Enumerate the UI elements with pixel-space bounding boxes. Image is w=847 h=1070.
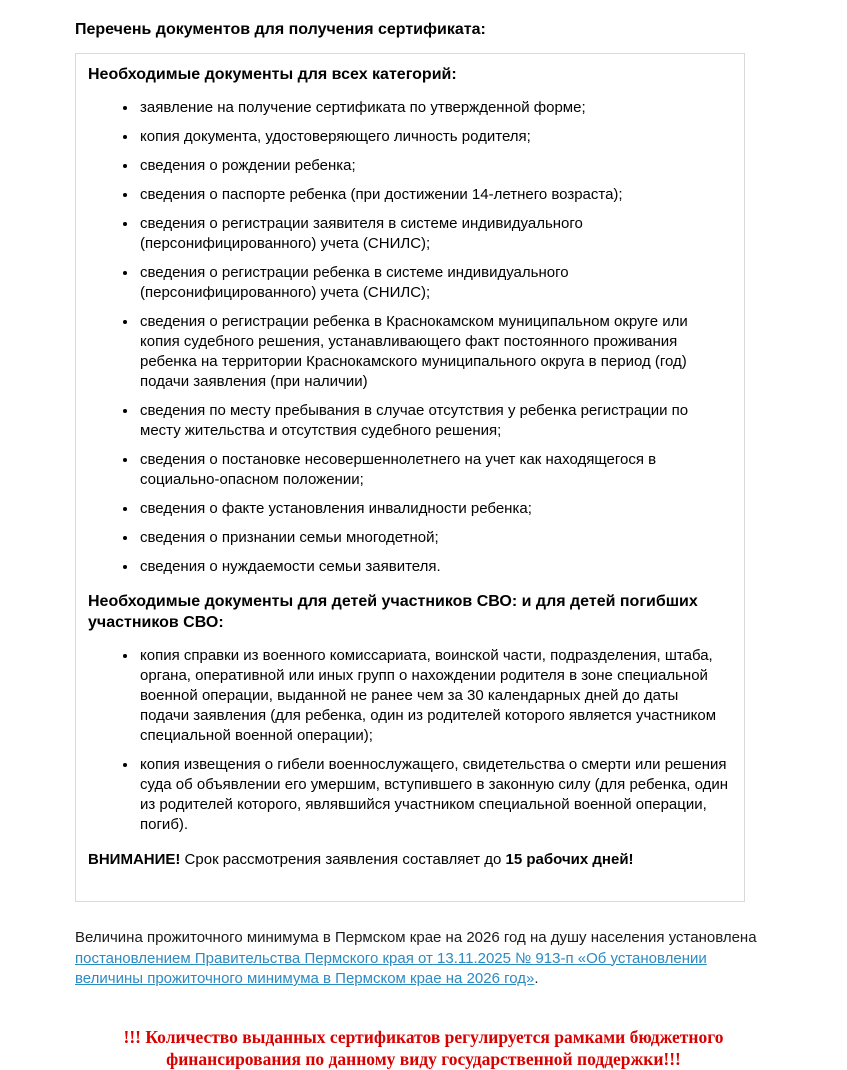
attention-text: Срок рассмотрения заявления составляет до: [180, 851, 506, 868]
list-item: • копия извещения о гибели военнослужащего, свидетельства о смерти или решения суда об объявлении его умершим, вступившего в законную силу (для ребенка, один из родителей которого, являвшийся участником специальной военной операции, погиб).: [138, 755, 730, 835]
list-item: • сведения о регистрации ребенка в Краснокамском муниципальном округе или копия судебного решения, устанавливающего факт постоянного проживания ребенка на территории Краснокамского муниципального округа в период (год) подачи заявления (при наличии): [138, 312, 730, 392]
paragraph-period: .: [534, 970, 539, 987]
list-item: • сведения о рождении ребенка;: [138, 156, 730, 176]
list-item: • сведения о паспорте ребенка (при достижении 14-летнего возраста);: [138, 185, 730, 205]
decree-link[interactable]: постановлением Правительства Пермского края от 13.11.2025 № 913-п «Об установлении величины прожиточного минимума в Пермском крае на 2026 год»: [75, 949, 707, 987]
list-item: • сведения о признании семьи многодетной;: [138, 528, 730, 548]
section-heading-svo-children: Необходимые документы для детей участников СВО: и для детей погибших участников СВО:: [88, 593, 698, 631]
required-docs-list-all-categories: [88, 98, 730, 577]
list-item: • копия справки из военного комиссариата, воинской части, подразделения, штаба, органа, оперативной или иных групп о нахождении родителя в зоне специальной военной операции, выданной не ранее чем за 30 календарных дней до даты подачи заявления (для ребенка, один из родителей которого является участником специальной военной операции);: [138, 646, 730, 746]
list-item: • копия документа, удостоверяющего личность родителя;: [138, 127, 730, 147]
list-item: • сведения о нуждаемости семьи заявителя.: [138, 557, 730, 577]
page-title: Перечень документов для получения сертификата:: [75, 21, 486, 38]
attention-deadline: 15 рабочих дней!: [505, 851, 634, 868]
budget-warning-text: !!! Количество выданных сертификатов регулируется рамками бюджетного финансирования по данному виду государственной поддержки!!!: [123, 1026, 724, 1069]
attention-note: [88, 850, 730, 870]
list-item: • сведения по месту пребывания в случае отсутствия у ребенка регистрации по месту жительства и отсутствия судебного решения;: [138, 401, 730, 441]
subsistence-minimum-paragraph: [75, 928, 765, 990]
list-item: • заявление на получение сертификата по утвержденной форме;: [138, 98, 730, 118]
list-item: • сведения о факте установления инвалидности ребенка;: [138, 499, 730, 519]
attention-label: ВНИМАНИЕ!: [88, 851, 181, 868]
list-item: • сведения о регистрации заявителя в системе индивидуального (персонифицированного) учета (СНИЛС);: [138, 214, 730, 254]
list-item: • сведения о регистрации ребенка в системе индивидуального (персонифицированного) учета (СНИЛС);: [138, 263, 730, 303]
documents-box: [75, 53, 745, 902]
required-docs-list-svo: [88, 646, 730, 835]
paragraph-text: Величина прожиточного минимума в Пермском крае на 2026 год на душу населения установлена: [75, 929, 757, 946]
section-heading-all-categories: Необходимые документы для всех категорий:: [88, 66, 457, 83]
list-item: • сведения о постановке несовершеннолетнего на учет как находящегося в социально-опасном положении;: [138, 450, 730, 490]
